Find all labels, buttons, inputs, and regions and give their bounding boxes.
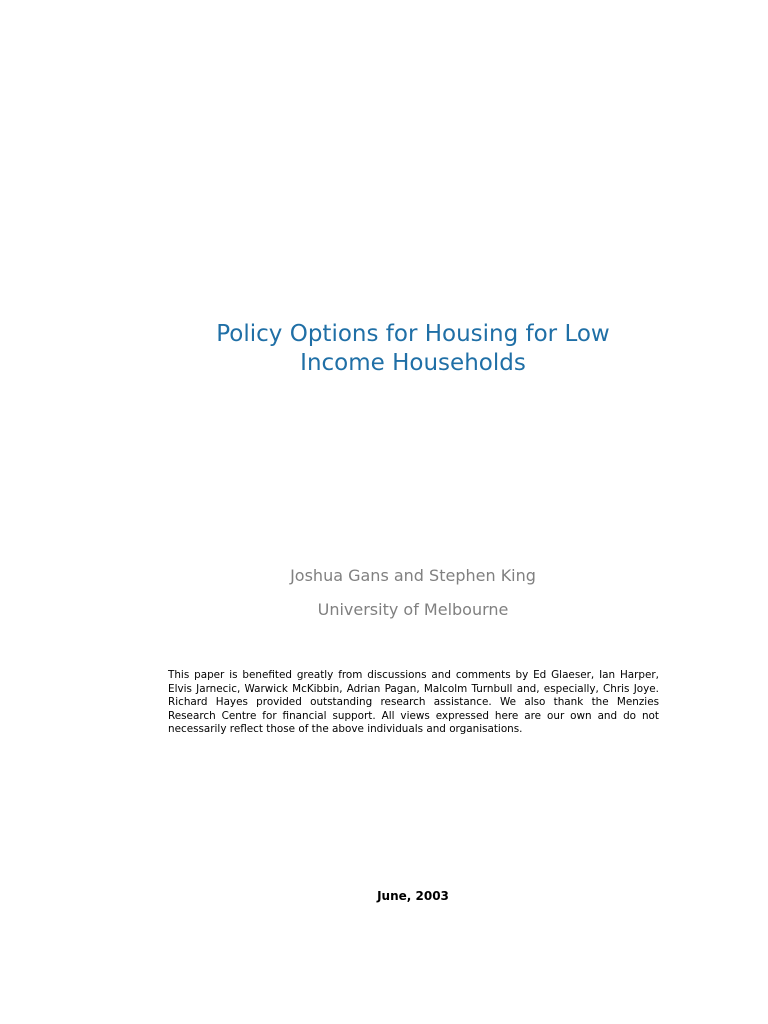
acknowledgement-paragraph: This paper is benefited greatly from discussions and comments by Ed Glaeser, Ian Harper, Elvis Jarnecic, Warwick McKibbin, Adrian Pagan, Malcolm Turnbull and, especially, Chris Joye. Richard Hayes provided outstanding research assistance. We also thank the Menzies Research Centre for financial support. All views expressed here are our own and do not necessarily reflect those of the above individuals and organisations. — [168, 669, 659, 735]
author-names: Joshua Gans and Stephen King — [290, 566, 536, 585]
paper-title — [0, 320, 768, 378]
paper-title-line-1: Policy Options for Housing for Low — [216, 321, 610, 347]
paper-title-line-2: Income Households — [300, 350, 526, 376]
author-affiliation: University of Melbourne — [317, 600, 509, 619]
publication-date: June, 2003 — [377, 889, 449, 903]
